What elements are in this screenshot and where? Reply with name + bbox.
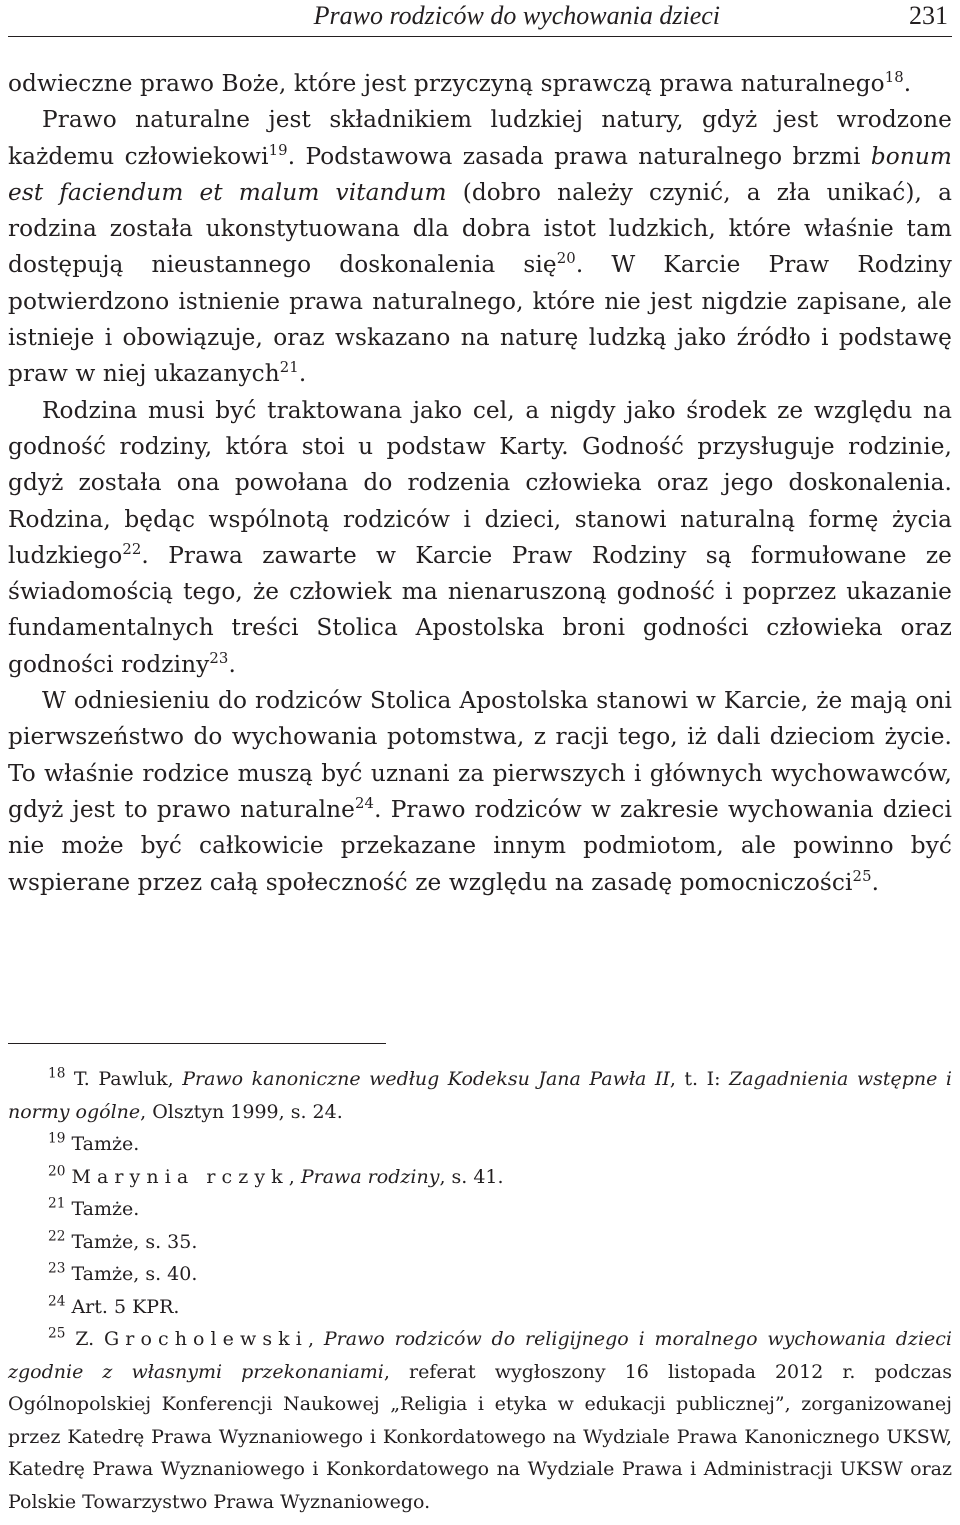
text: . — [228, 650, 236, 678]
paragraph — [8, 102, 952, 392]
page-number: 231 — [909, 1, 948, 30]
text: . Podstawowa zasada prawa naturalnego brzmi — [287, 142, 871, 170]
footnote-number: 18 — [48, 1065, 66, 1082]
footnote-ref: 19 — [268, 141, 288, 159]
text: , — [288, 1165, 301, 1188]
text: Tamże, s. 40. — [71, 1263, 198, 1285]
footnote-number: 19 — [48, 1130, 66, 1147]
paragraph — [8, 393, 952, 683]
text: Tamże. — [71, 1198, 140, 1220]
footnote-ref: 25 — [852, 867, 872, 885]
footnote-ref: 24 — [355, 794, 375, 812]
footnote-number: 20 — [48, 1162, 66, 1179]
author-name: Marynia rczyk — [71, 1165, 289, 1188]
footnote — [8, 1291, 952, 1324]
text: . — [298, 360, 307, 388]
text: (dobro należy czynić, a zła unikać), a rodzina została ukonstytuowana dla dobra istot ludzkich, które właśnie tam dostępują nieustannego doskonalenia się — [8, 178, 952, 279]
footnote — [8, 1226, 952, 1259]
footnote — [8, 1193, 952, 1226]
latin-phrase: bonum est faciendum et malum vitandum — [8, 142, 952, 206]
footnote-ref: 20 — [556, 250, 576, 268]
book-title: Prawa rodziny — [300, 1165, 440, 1188]
footnote-ref: 21 — [279, 359, 299, 377]
footnote-number: 21 — [48, 1195, 66, 1212]
main-text — [8, 66, 952, 901]
text: Prawo naturalne jest składnikiem ludzkiej natury, gdyż jest wrodzone każdemu człowiekowi — [8, 106, 952, 170]
text: , Olsztyn 1999, s. 24. — [140, 1100, 343, 1123]
text: Tamże, s. 35. — [71, 1230, 198, 1253]
footnote-number: 23 — [48, 1260, 66, 1277]
text: Z. — [75, 1328, 105, 1350]
footnote — [8, 1161, 952, 1194]
text: , t. I: — [669, 1068, 729, 1090]
paragraph-continued — [8, 66, 952, 102]
text: odwieczne prawo Boże, które jest przyczyną sprawczą prawa naturalnego — [8, 70, 885, 97]
text: . — [871, 868, 880, 896]
footnote-ref: 23 — [209, 649, 229, 667]
footnote-number: 25 — [48, 1325, 66, 1342]
text: T. Pawluk, — [73, 1068, 183, 1090]
footnote-separator — [8, 1043, 386, 1044]
footnote — [8, 1063, 952, 1128]
book-subtitle: Zagadnienia wstępne i normy ogólne — [8, 1068, 952, 1123]
text: , — [307, 1328, 324, 1350]
running-header — [8, 0, 952, 37]
text: Tamże. — [71, 1133, 140, 1155]
paragraph — [8, 683, 952, 901]
text: . — [903, 70, 912, 97]
text: , s. 41. — [439, 1165, 504, 1188]
text: , referat wygłoszony 16 listopada 2012 r. podczas Ogólnopolskiej Konferencji Naukowej „Religia i etyka w edukacji publicznej”, zorganizowanej przez Katedrę Prawa Wyznaniowego i Konkordatowego na Wydziale Prawa Kanonicznego UKSW, Katedrę Prawa Wyznaniowego i Konkordatowego na Wydziale Prawa i Administracji UKSW oraz Polskie Towarzystwo Prawa Wyznaniowego. — [8, 1360, 952, 1513]
text: . Prawo rodziców w zakresie wychowania dzieci nie może być całkowicie przekazane innym podmiotom, ale powinno być wspierane przez całą społeczność ze względu na zasadę pomocniczości — [8, 795, 952, 896]
footnotes — [8, 1063, 952, 1518]
footnote-ref: 22 — [122, 540, 142, 558]
running-title: Prawo rodziców do wychowania dzieci — [313, 1, 720, 30]
text: . Prawa zawarte w Karcie Praw Rodziny są formułowane ze świadomością tego, że człowiek ma nienaruszoną godność i poprzez ukazanie fundamentalnych treści Stolica Apostolska broni godności człowieka oraz godności rodziny — [8, 541, 952, 678]
text: W odniesieniu do rodziców Stolica Apostolska stanowi w Karcie, że mają oni pierwszeństwo do wychowania potomstwa, z racji tego, iż dali dzieciom życie. To właśnie rodzice muszą być uznani za pierwszych i głównych wychowawców, gdyż jest to prawo naturalne — [8, 687, 952, 823]
book-title: Prawo kanoniczne według Kodeksu Jana Pawła II — [182, 1068, 670, 1090]
footnote — [8, 1258, 952, 1291]
footnote-number: 22 — [48, 1227, 66, 1244]
footnote — [8, 1323, 952, 1518]
text: Art. 5 KPR. — [71, 1295, 180, 1318]
text: . W Karcie Praw Rodziny potwierdzono istnienie prawa naturalnego, które nie jest nigdzie zapisane, ale istnieje i obowiązuje, oraz wskazano na naturę ludzką jako źródło i podstawę praw w niej ukazanych — [8, 251, 952, 388]
author-name: Grocholewski — [104, 1328, 308, 1350]
footnote-ref: 18 — [884, 68, 904, 86]
text: Rodzina musi być traktowana jako cel, a nigdy jako środek ze względu na godność rodziny, która stoi u podstaw Karty. Godność przysługuje rodzinie, gdyż została ona powołana do rodzenia człowieka oraz jego doskonalenia. Rodzina, będąc wspólnotą rodziców i dzieci, stanowi naturalną formę życia ludzkiego — [8, 396, 952, 569]
footnote — [8, 1128, 952, 1161]
paper-title: Prawo rodziców do religijnego i moralnego wychowania dzieci zgodnie z własnymi przekonaniami — [8, 1328, 952, 1383]
footnote-number: 24 — [48, 1292, 66, 1309]
